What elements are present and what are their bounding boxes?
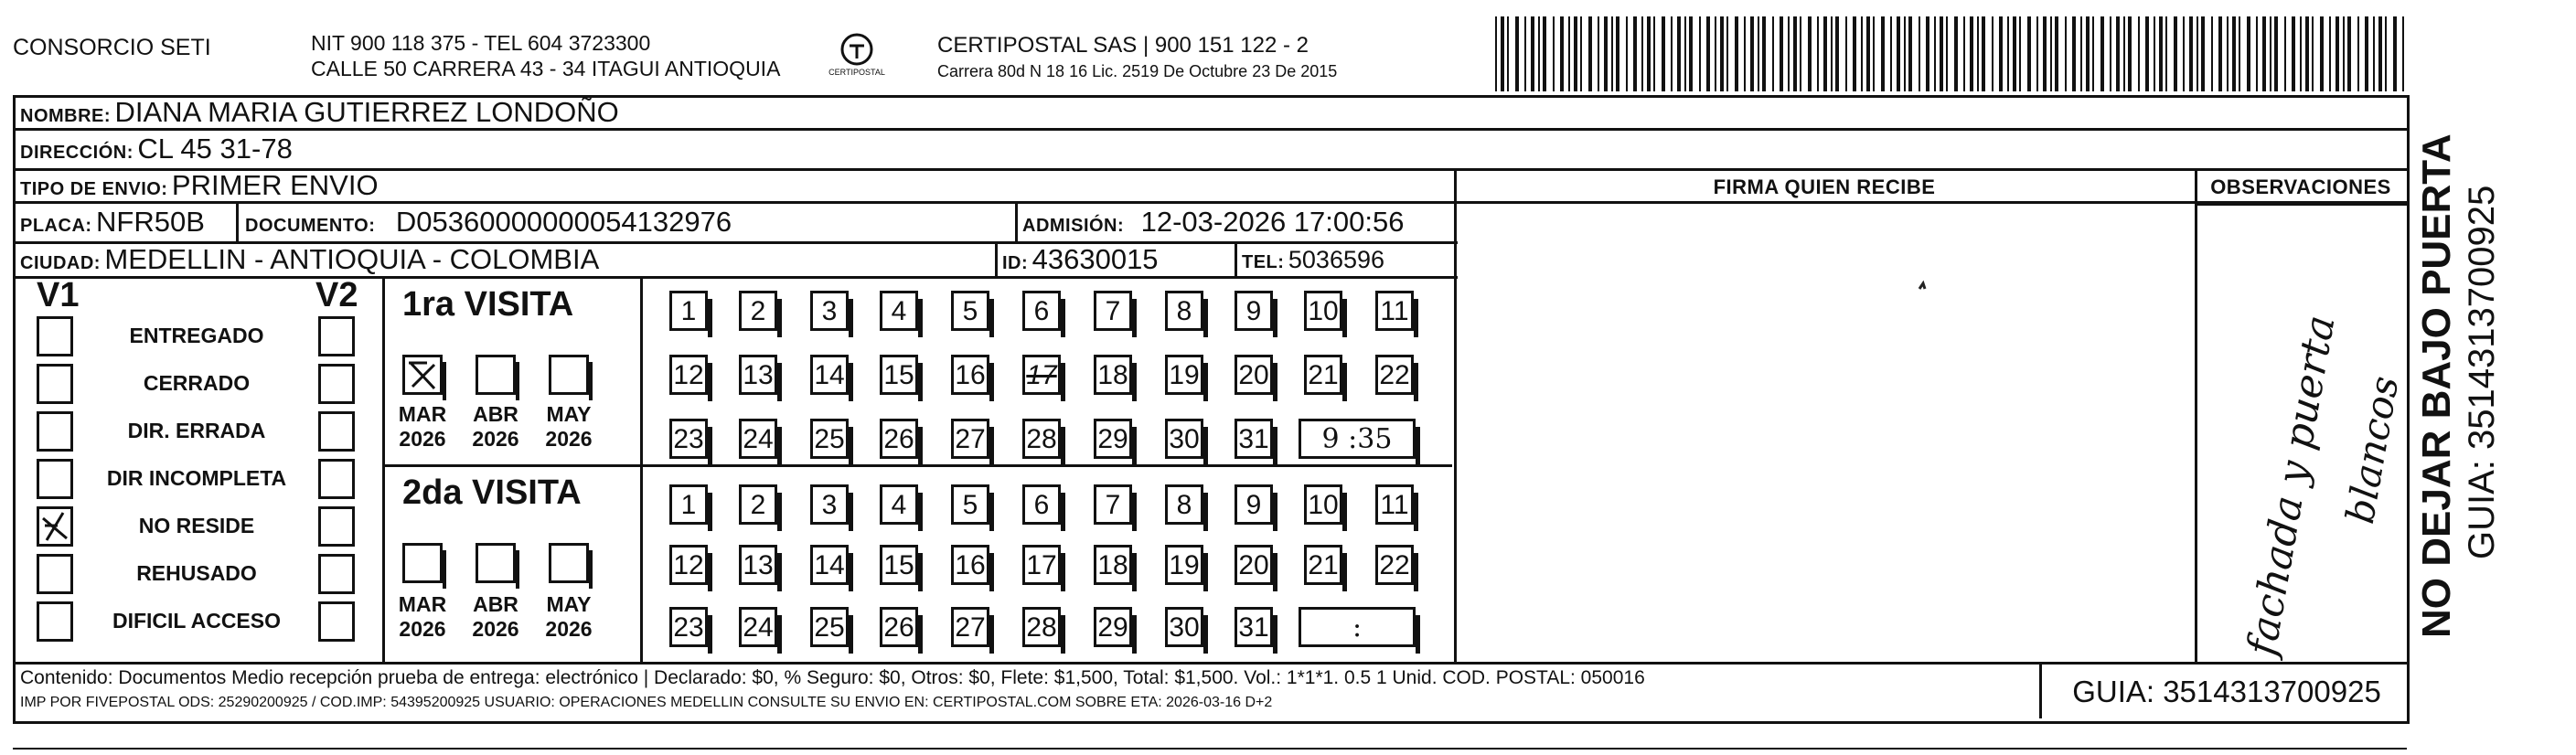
v1-checkbox-cerrado[interactable] bbox=[37, 364, 73, 404]
status-label-entregado: ENTREGADO bbox=[129, 324, 264, 347]
signature-area bbox=[1457, 203, 2193, 660]
admision-label: ADMISIÓN: bbox=[1022, 216, 1125, 236]
visit2-day-21[interactable]: 21 bbox=[1304, 545, 1342, 585]
v2-checkbox-dificil-acceso[interactable] bbox=[318, 601, 355, 642]
direccion-label: DIRECCIÓN: bbox=[20, 143, 134, 163]
ciudad-label: CIUDAD: bbox=[20, 253, 101, 273]
license-line: Carrera 80d N 18 16 Lic. 2519 De Octubre 23 De 2015 bbox=[937, 62, 1338, 80]
v2-label: V2 bbox=[315, 276, 358, 314]
nit-line: NIT 900 118 375 - TEL 604 3723300 bbox=[311, 31, 651, 55]
visit1-day-9[interactable]: 9 bbox=[1235, 291, 1273, 331]
tipo-row bbox=[20, 170, 379, 207]
visit1-day-29[interactable]: 29 bbox=[1094, 419, 1132, 459]
footer-guia: GUIA: 3514313700925 bbox=[2072, 675, 2381, 708]
visit1-day-10[interactable]: 10 bbox=[1304, 291, 1342, 331]
v1-checkbox-dificil-acceso[interactable] bbox=[37, 601, 73, 642]
visit2-day-14[interactable]: 14 bbox=[810, 545, 849, 585]
status-label-dir-errada: DIR. ERRADA bbox=[127, 419, 266, 442]
status-label-cerrado: CERRADO bbox=[143, 371, 251, 395]
visit1-day-19[interactable]: 19 bbox=[1165, 355, 1203, 395]
v1-checkbox-dir-errada[interactable] bbox=[37, 411, 73, 452]
address-line: CALLE 50 CARRERA 43 - 34 ITAGUI ANTIOQUIA bbox=[311, 57, 781, 80]
visit1-month-label-mar: MAR 2026 bbox=[398, 402, 447, 451]
observations-label: OBSERVACIONES bbox=[2210, 175, 2391, 198]
visit2-day-3[interactable]: 3 bbox=[810, 484, 849, 525]
nombre-label: NOMBRE: bbox=[20, 106, 112, 126]
visit1-day-7[interactable]: 7 bbox=[1094, 291, 1132, 331]
visit2-day-24[interactable]: 24 bbox=[739, 607, 777, 647]
visit1-month-box-mar[interactable] bbox=[402, 355, 443, 395]
v2-checkbox-dir-errada[interactable] bbox=[318, 411, 355, 452]
observation-handwriting-2: blancos bbox=[2337, 372, 2408, 527]
certipostal-line: CERTIPOSTAL SAS | 900 151 122 - 2 bbox=[937, 33, 1309, 58]
visit2-day-5[interactable]: 5 bbox=[951, 484, 989, 525]
visit2-day-15[interactable]: 15 bbox=[880, 545, 918, 585]
signature-label: FIRMA QUIEN RECIBE bbox=[1713, 175, 1936, 198]
v2-checkbox-entregado[interactable] bbox=[318, 316, 355, 356]
visit1-day-13[interactable]: 13 bbox=[739, 355, 777, 395]
visit1-day-8[interactable]: 8 bbox=[1165, 291, 1203, 331]
visit2-day-20[interactable]: 20 bbox=[1235, 545, 1273, 585]
visit2-day-30[interactable]: 30 bbox=[1165, 607, 1203, 647]
visit1-day-24[interactable]: 24 bbox=[739, 419, 777, 459]
visit1-day-5[interactable]: 5 bbox=[951, 291, 989, 331]
visit1-day-2[interactable]: 2 bbox=[739, 291, 777, 331]
visit2-day-25[interactable]: 25 bbox=[810, 607, 849, 647]
visit2-day-29[interactable]: 29 bbox=[1094, 607, 1132, 647]
v1-checkbox-dir-incompleta[interactable] bbox=[37, 459, 73, 499]
visit1-day-31[interactable]: 31 bbox=[1235, 419, 1273, 459]
placa-label: PLACA: bbox=[20, 216, 92, 236]
visit1-day-23[interactable]: 23 bbox=[669, 419, 708, 459]
id-cell bbox=[1002, 243, 1159, 282]
visit2-month-box-may[interactable] bbox=[549, 543, 589, 583]
visit2-day-8[interactable]: 8 bbox=[1165, 484, 1203, 525]
visit2-day-28[interactable]: 28 bbox=[1022, 607, 1061, 647]
visit2-day-4[interactable]: 4 bbox=[880, 484, 918, 525]
visit1-time-box[interactable]: 9 :35 bbox=[1299, 419, 1416, 459]
v1-checkbox-rehusado[interactable] bbox=[37, 554, 73, 594]
visit2-month-label-may: MAY 2026 bbox=[545, 592, 593, 641]
tel-value: 5036596 bbox=[1288, 246, 1385, 273]
visit2-day-13[interactable]: 13 bbox=[739, 545, 777, 585]
visit2-day-22[interactable]: 22 bbox=[1375, 545, 1414, 585]
admision-value: 12-03-2026 17:00:56 bbox=[1140, 206, 1405, 238]
visit2-day-7[interactable]: 7 bbox=[1094, 484, 1132, 525]
company-name: CONSORCIO SETI bbox=[13, 35, 211, 60]
visit2-month-box-abr[interactable] bbox=[476, 543, 516, 583]
visit1-day-21[interactable]: 21 bbox=[1304, 355, 1342, 395]
placa-value: NFR50B bbox=[96, 206, 205, 238]
direccion-row bbox=[20, 132, 293, 172]
visit2-day-26[interactable]: 26 bbox=[880, 607, 918, 647]
visit1-day-6[interactable]: 6 bbox=[1022, 291, 1061, 331]
visit1-day-26[interactable]: 26 bbox=[880, 419, 918, 459]
visit1-day-15[interactable]: 15 bbox=[880, 355, 918, 395]
visit2-day-27[interactable]: 27 bbox=[951, 607, 989, 647]
ciudad-value: MEDELLIN - ANTIOQUIA - COLOMBIA bbox=[104, 243, 600, 275]
barcode bbox=[1495, 16, 2410, 91]
visit2-day-19[interactable]: 19 bbox=[1165, 545, 1203, 585]
visit2-day-6[interactable]: 6 bbox=[1022, 484, 1061, 525]
visit1-day-25[interactable]: 25 bbox=[810, 419, 849, 459]
visit2-day-11[interactable]: 11 bbox=[1375, 484, 1414, 525]
visit2-title: 2da VISITA bbox=[402, 473, 582, 512]
visit1-month-label-abr: ABR 2026 bbox=[472, 402, 519, 451]
visit1-day-27[interactable]: 27 bbox=[951, 419, 989, 459]
visit2-day-9[interactable]: 9 bbox=[1235, 484, 1273, 525]
nombre-row bbox=[20, 95, 619, 135]
tel-cell bbox=[1242, 243, 1384, 281]
v1-checkbox-entregado[interactable] bbox=[37, 316, 73, 356]
side-guia: GUIA: 3514313700925 bbox=[2462, 185, 2502, 559]
visit1-day-14[interactable]: 14 bbox=[810, 355, 849, 395]
visit2-day-16[interactable]: 16 bbox=[951, 545, 989, 585]
status-label-dificil-acceso: DIFICIL ACCESO bbox=[112, 609, 281, 633]
visit2-day-31[interactable]: 31 bbox=[1235, 607, 1273, 647]
visit2-day-18[interactable]: 18 bbox=[1094, 545, 1132, 585]
tipo-value: PRIMER ENVIO bbox=[171, 169, 379, 201]
visit1-day-18[interactable]: 18 bbox=[1094, 355, 1132, 395]
direccion-value: CL 45 31-78 bbox=[137, 133, 293, 165]
footer-imp-line: IMP POR FIVEPOSTAL ODS: 25290200925 / COD.IMP: 54395200925 USUARIO: OPERACIONES MEDELLIN CONSULTE SU ENVIO EN: CERTIPOSTAL.COM SOBRE ETA: 2026-03-16 D+2 bbox=[20, 695, 1273, 710]
nombre-value: DIANA MARIA GUTIERREZ LONDOÑO bbox=[114, 96, 619, 128]
v2-checkbox-cerrado[interactable] bbox=[318, 364, 355, 404]
visit1-day-30[interactable]: 30 bbox=[1165, 419, 1203, 459]
visit1-month-label-may: MAY 2026 bbox=[545, 402, 593, 451]
visit1-day-22[interactable]: 22 bbox=[1375, 355, 1414, 395]
status-label-no-reside: NO RESIDE bbox=[138, 514, 255, 537]
admision-cell bbox=[1022, 205, 1404, 245]
status-label-dir-incompleta: DIR INCOMPLETA bbox=[106, 466, 287, 490]
tel-label: TEL: bbox=[1242, 252, 1285, 272]
visit1-day-3[interactable]: 3 bbox=[810, 291, 849, 331]
visit2-time-box[interactable]: : bbox=[1299, 607, 1416, 647]
visit2-month-box-mar[interactable] bbox=[402, 543, 443, 583]
v2-checkbox-rehusado[interactable] bbox=[318, 554, 355, 594]
v2-checkbox-dir-incompleta[interactable] bbox=[318, 459, 355, 499]
visit2-day-23[interactable]: 23 bbox=[669, 607, 708, 647]
footer-content-line: Contenido: Documentos Medio recepción prueba de entrega: electrónico | Declarado: $0, % Seguro: $0, Otros: $0, Flete: $1,500, Total: $1,500. Vol.: 1*1*1. 0.5 1 Unid. COD. POSTAL: 050016 bbox=[20, 667, 1645, 688]
side-warning: NO DEJAR BAJO PUERTA bbox=[2414, 133, 2459, 638]
visit1-day-17[interactable]: 17 bbox=[1022, 355, 1061, 395]
visit2-day-10[interactable]: 10 bbox=[1304, 484, 1342, 525]
visit1-day-16[interactable]: 16 bbox=[951, 355, 989, 395]
visit2-day-17[interactable]: 17 bbox=[1022, 545, 1061, 585]
v1-label: V1 bbox=[37, 276, 80, 314]
v1-checkbox-no-reside[interactable] bbox=[37, 506, 73, 547]
visit1-day-4[interactable]: 4 bbox=[880, 291, 918, 331]
visit1-day-28[interactable]: 28 bbox=[1022, 419, 1061, 459]
visit2-month-label-abr: ABR 2026 bbox=[472, 592, 519, 641]
visit1-day-1[interactable]: 1 bbox=[669, 291, 708, 331]
documento-value: D05360000000054132976 bbox=[395, 206, 732, 238]
id-value: 43630015 bbox=[1031, 243, 1159, 275]
observation-handwriting-1: fachada y puerta bbox=[2239, 312, 2345, 659]
visit1-month-box-abr[interactable] bbox=[476, 355, 516, 395]
visit2-day-2[interactable]: 2 bbox=[739, 484, 777, 525]
visit1-day-11[interactable]: 11 bbox=[1375, 291, 1414, 331]
placa-cell bbox=[20, 205, 205, 245]
visit1-day-20[interactable]: 20 bbox=[1235, 355, 1273, 395]
ciudad-cell bbox=[20, 243, 599, 282]
visit1-month-box-may[interactable] bbox=[549, 355, 589, 395]
visit1-title: 1ra VISITA bbox=[402, 285, 574, 324]
status-label-rehusado: REHUSADO bbox=[136, 561, 257, 585]
id-label: ID: bbox=[1002, 253, 1029, 273]
tipo-label: TIPO DE ENVIO: bbox=[20, 179, 168, 199]
certipostal-logo: CERTIPOSTAL bbox=[825, 31, 889, 82]
visit2-day-12[interactable]: 12 bbox=[669, 545, 708, 585]
visit2-month-label-mar: MAR 2026 bbox=[398, 592, 447, 641]
v2-checkbox-no-reside[interactable] bbox=[318, 506, 355, 547]
documento-cell bbox=[245, 205, 732, 245]
visit2-day-1[interactable]: 1 bbox=[669, 484, 708, 525]
documento-label: DOCUMENTO: bbox=[245, 216, 376, 236]
visit1-day-12[interactable]: 12 bbox=[669, 355, 708, 395]
